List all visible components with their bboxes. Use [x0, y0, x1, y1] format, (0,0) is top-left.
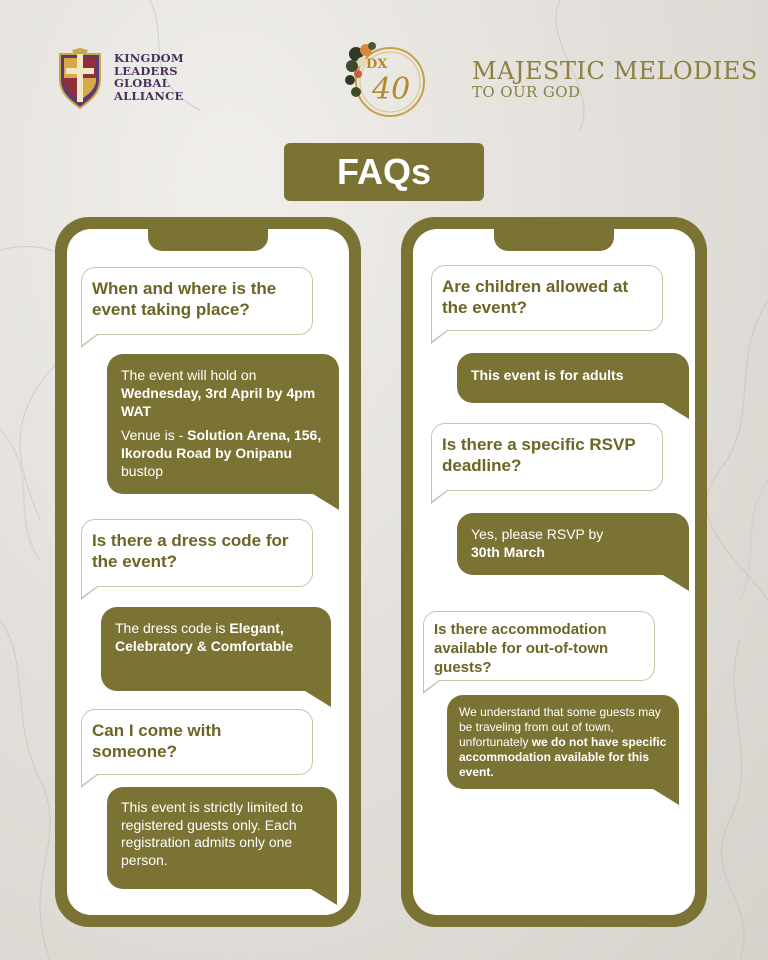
phone-notch [148, 229, 268, 251]
page-title: FAQs [284, 143, 484, 201]
event-title [472, 58, 758, 100]
answer-paragraph: The event will hold on Wednesday, 3rd April by 4pm WAT [121, 367, 316, 419]
question-text: Are children allowed at the event? [442, 277, 629, 317]
answer-paragraph: Venue is - Solution Arena, 156, Ikorodu Road by Onipanu bustop [121, 427, 322, 479]
question-bubble [431, 265, 663, 331]
left-phone-frame [55, 217, 361, 927]
question-text: Is there a specific RSVP deadline? [442, 435, 636, 475]
answer-bubble: The dress code is Elegant, Celebratory & Comfortable [101, 607, 331, 691]
question-text: Is there accommodation available for out-of-town guests? [434, 621, 609, 676]
anniversary-logo: DX 40 [342, 40, 428, 120]
question-bubble [81, 519, 313, 587]
event-title-line1: MAJESTIC MELODIES [472, 57, 758, 85]
right-phone-frame [401, 217, 707, 927]
answer-bubble: This event is strictly limited to registered guests only. Each registration admits only one person. [107, 787, 337, 889]
event-title-line2: TO OUR GOD [472, 83, 581, 101]
answer-bubble [107, 354, 339, 494]
right-phone-screen [413, 229, 695, 915]
answer-bubble: Yes, please RSVP by 30th March [457, 513, 689, 575]
question-bubble [81, 709, 313, 775]
question-text: Is there a dress code for the event? [92, 531, 289, 571]
question-text: When and where is the event taking place? [92, 279, 277, 319]
answer-bubble: This event is for adults [457, 353, 689, 403]
answer-bubble: We understand that some guests may be traveling from out of town, unfortunately we do not have specific accommodation available for this event. [447, 695, 679, 789]
question-bubble [423, 611, 655, 681]
question-text: Can I come with someone? [92, 721, 222, 761]
kingdom-leaders-logo [56, 46, 186, 112]
question-bubble [431, 423, 663, 491]
kingdom-leaders-wordmark: KINGDOM LEADERS GLOBAL ALLIANCE [114, 51, 184, 103]
left-phone-screen [67, 229, 349, 915]
shield-crest-icon [56, 48, 104, 110]
phone-notch [494, 229, 614, 251]
question-bubble [81, 267, 313, 335]
